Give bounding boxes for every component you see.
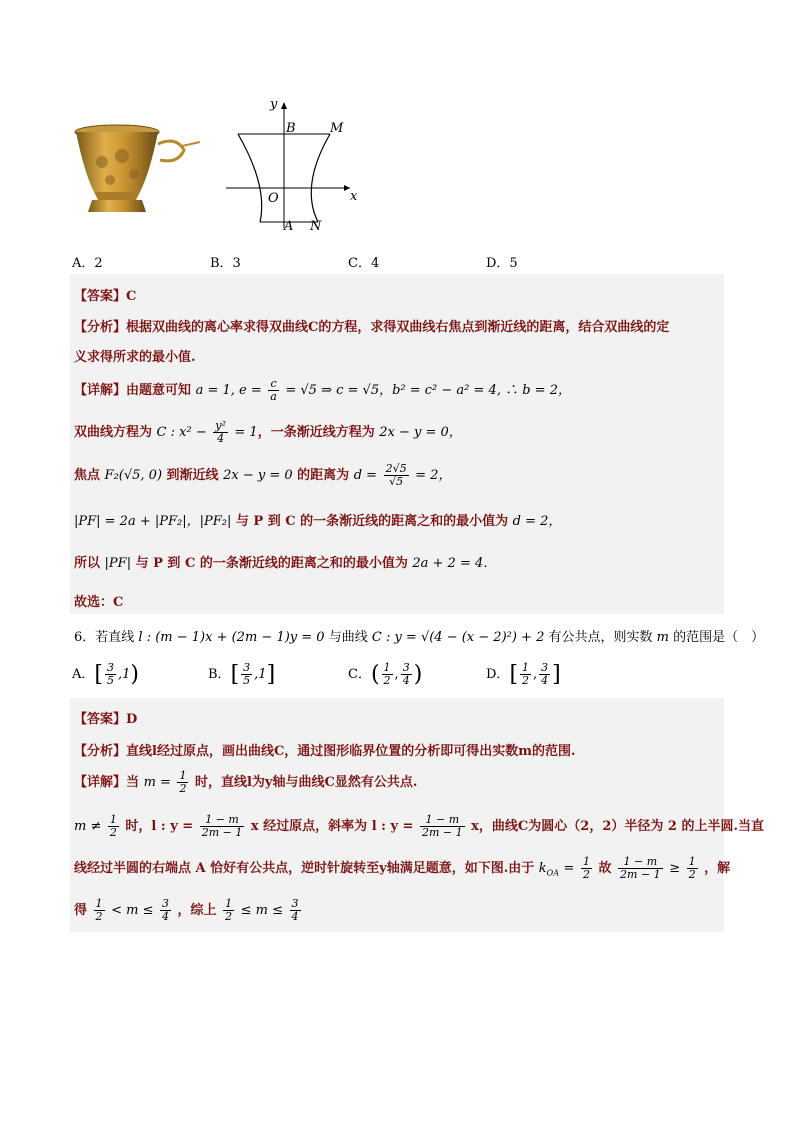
label-x: x <box>350 189 358 204</box>
q5-answer: 【答案】C <box>74 289 137 304</box>
q5-detail-line2: 双曲线方程为 C : x² − $\frac{\text{y²}}{4}$ = 1，一条渐近线方程为 2x − y = 0， <box>74 419 462 445</box>
q6-choice-b[interactable]: B．[ $\frac{3}{5}$ ,1] <box>208 661 276 687</box>
gold-cup-image <box>72 122 202 222</box>
q6-stem: 6．若直线 l : (m − 1)x + (2m − 1)y = 0 与曲线 C : y = √(4 − (x − 2)²) + 2 有公共点，则实数 m 的范围是（ ） <box>74 630 765 645</box>
q6-detail-line3: 线经过半圆的右端点 A 恰好有公共点，逆时针旋转至y轴满足题意，如下图.由于 $k_{OA}$ = $\frac{1}{2}$ 故 $\frac{1 - m}{2m - 1}$ ≥ $\frac{1}{2}$ ，解 <box>74 855 731 881</box>
q5-detail-line4: |PF| = 2a + |PF₂|，|PF₂| 与 P 到 C 的一条渐近线的距离之和的最小值为 d = 2， <box>74 514 562 529</box>
label-A: A <box>284 219 294 230</box>
label-B: B <box>286 121 296 136</box>
label-O: O <box>268 191 279 206</box>
q6-analysis: 【分析】直线l经过原点，画出曲线C，通过图形临界位置的分析即可得出实数m的范围. <box>74 744 576 759</box>
q6-answer: 【答案】D <box>74 712 138 727</box>
q5-choice-b[interactable]: B．3 <box>210 256 241 271</box>
q6-choice-d[interactable]: D．[ $\frac{1}{2}$ , $\frac{3}{4}$ ] <box>486 661 561 687</box>
q5-analysis-line2: 义求得所求的最小值. <box>74 350 196 365</box>
q5-choice-c[interactable]: C．4 <box>348 256 380 271</box>
q5-choice-d[interactable]: D．5 <box>486 256 518 271</box>
q6-detail-line4: 得 $\frac{1}{2}$ < m ≤ $\frac{3}{4}$ ，综上 $\frac{1}{2}$ ≤ m ≤ $\frac{3}{4}$ <box>74 897 299 923</box>
label-N: N <box>310 219 322 230</box>
q6-choice-c[interactable]: C．( $\frac{1}{2}$ , $\frac{3}{4}$ ) <box>348 661 423 687</box>
q6-detail-line2: m ≠ $\frac{1}{2}$ 时，l : y = $\frac{1 - m}{2m - 1}$ x 经过原点，斜率为 l : y = $\frac{1 - m}{2m - 1}$ x，曲线C为圆心（2，2）半径为 2 的上半圆.当直 <box>74 813 764 839</box>
q5-analysis-line1: 【分析】根据双曲线的离心率求得双曲线C的方程，求得双曲线右焦点到渐近线的距离，结合双曲线的定 <box>74 320 670 335</box>
q5-detail-line1: 【详解】由题意可知 a = 1, e = $\frac{c}{a}$ = √5 ⇒ c = √5，b² = c² − a² = 4, ∴ b = 2， <box>74 377 571 403</box>
q5-detail-line3: 焦点 F₂(√5, 0) 到渐近线 2x − y = 0 的距离为 d = $\frac{2√5}{√5}$ = 2， <box>74 462 452 488</box>
q5-choice-a[interactable]: A．2 <box>72 256 103 271</box>
q5-choices <box>72 252 722 271</box>
q5-detail-line5: 所以 |PF| 与 P 到 C 的一条渐近线的距离之和的最小值为 2a + 2 = 4． <box>74 556 497 571</box>
q6-choice-a[interactable]: A．[ $\frac{3}{5}$ ,1) <box>72 661 139 687</box>
label-M: M <box>330 121 344 136</box>
q5-final-answer: 故选：C <box>74 595 124 610</box>
hyperbola-diagram <box>220 98 360 230</box>
q6-choices <box>72 662 722 696</box>
q6-detail-line1: 【详解】当 m = $\frac{1}{2}$ 时，直线l为y轴与曲线C显然有公共点. <box>74 769 418 795</box>
label-y: y <box>270 98 278 112</box>
